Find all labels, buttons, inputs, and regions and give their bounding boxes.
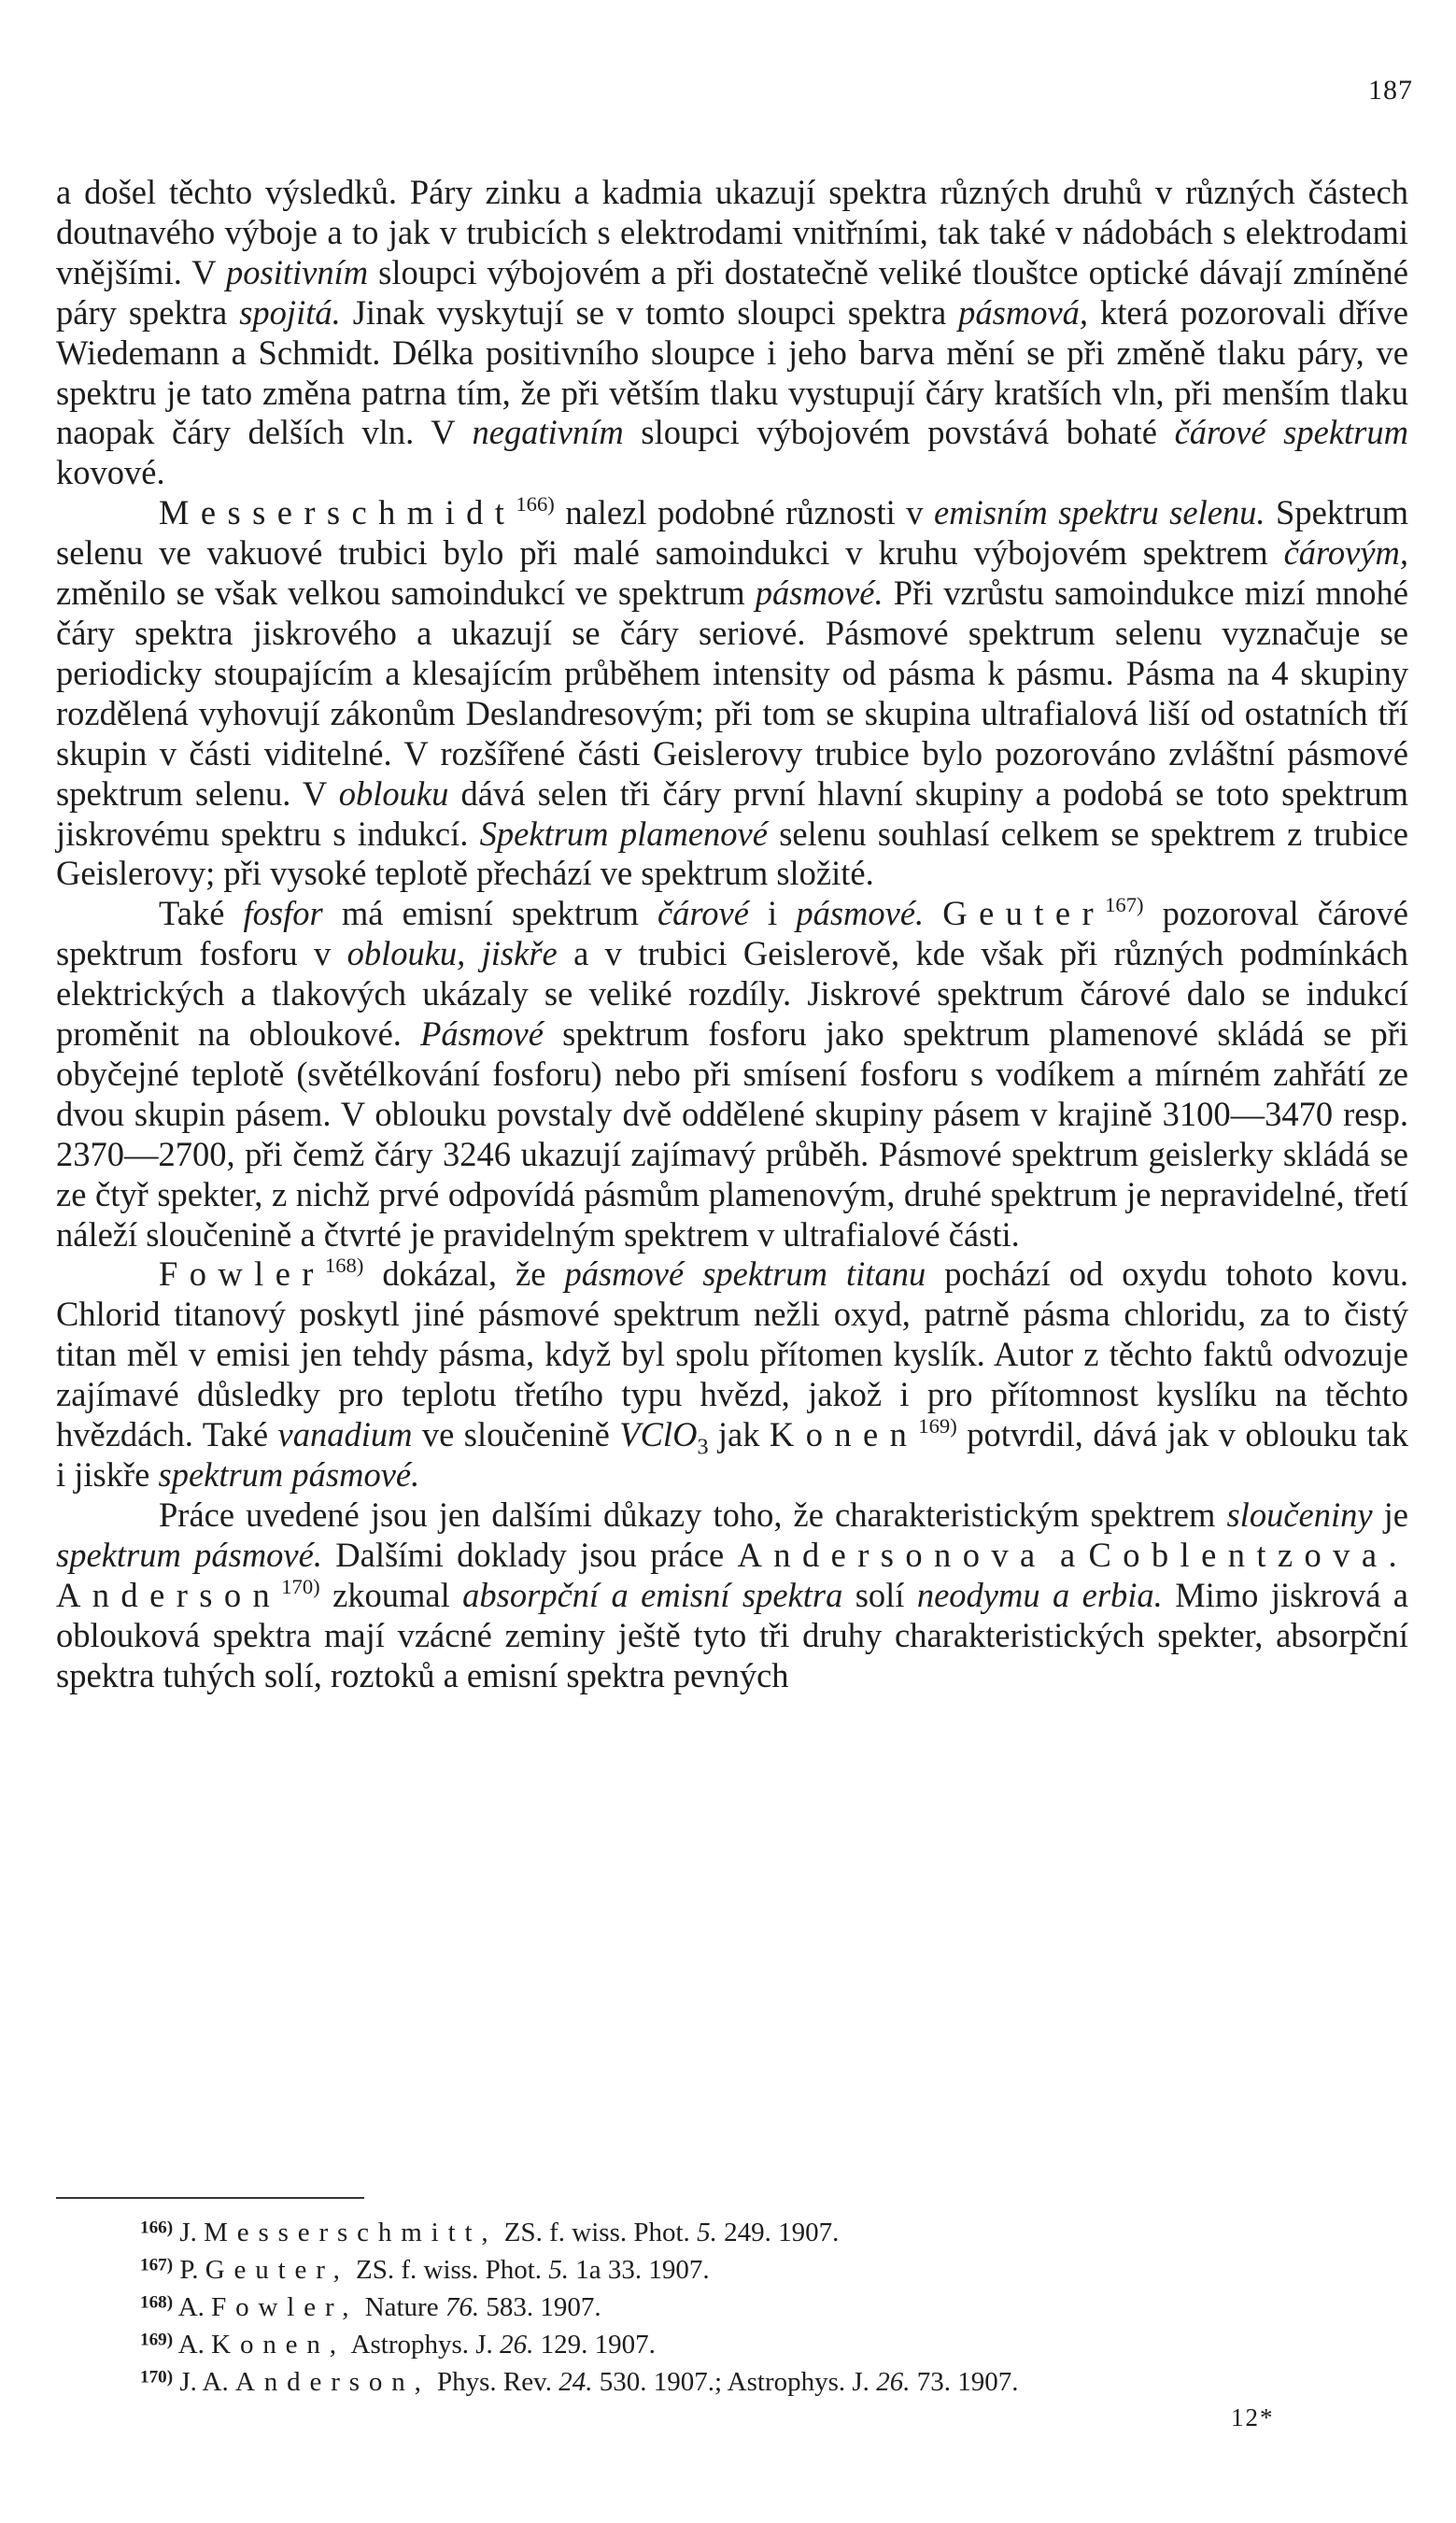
text-run: i xyxy=(748,894,797,933)
text-run: dává selen tři čáry první hlavní skupiny a podobá se toto spektrum jiskrovému spektru s indukcí. xyxy=(56,773,1408,853)
text-run: a v trubici Geislerově, kde však při různých podmínkách elektrických a tlakových ukázaly se veliké rozdíly. Jiskrové spektrum čárové dalo se indukcí proměnit na obloukové. xyxy=(56,934,1409,1054)
text-run: pozoroval čárové spektrum fosforu v xyxy=(56,894,1408,973)
text-run: jak xyxy=(708,1415,770,1454)
text-run: P. xyxy=(173,2255,205,2285)
text-run: ZS. f. wiss. Phot. xyxy=(497,2218,698,2247)
text-run: ZS. f. wiss. Phot. xyxy=(348,2255,549,2285)
text-run: ve sloučenině xyxy=(412,1415,620,1454)
text-run: sloupci výbojovém povstává bohaté xyxy=(623,413,1175,452)
paragraph xyxy=(56,173,1408,493)
footnote xyxy=(140,2326,1410,2363)
text-run: zkoumal xyxy=(319,1575,463,1614)
footnote xyxy=(140,2214,1410,2251)
italic-text: 26. xyxy=(876,2367,911,2397)
italic-text: pásmová, xyxy=(958,292,1089,332)
main-text xyxy=(56,173,1408,1695)
footnote-number: 167) xyxy=(140,2255,174,2275)
text-run: J. xyxy=(173,2218,205,2247)
spaced-name: Coblentzova. xyxy=(1088,1535,1408,1574)
italic-text: Spektrum plamenové xyxy=(479,814,768,853)
text-run: Dalšími doklady jsou práce xyxy=(321,1535,738,1574)
spaced-name: Geuter xyxy=(942,894,1106,933)
signature-mark: 12* xyxy=(1231,2403,1275,2431)
spaced-name: Messerschmitt, xyxy=(204,2218,498,2247)
text-run: selenu souhlasí celkem se spektrem z trubice Geislerovy; při vysoké teplotě přechází ve spektrum složité. xyxy=(56,814,1408,893)
spaced-name: Messerschmidt xyxy=(159,493,516,532)
spaced-name: Geuter, xyxy=(205,2255,349,2285)
text-run: a došel těchto výsledků. Páry zinku a kadmia ukazují spektra různých druhů v různých částech doutnavého výboje a to jak v trubicích s elektrodami vnitřními, tak také v nádobách s elektrodami vnějšími. V xyxy=(56,173,1408,291)
text-run: je xyxy=(1372,1495,1408,1534)
text-run xyxy=(924,894,942,932)
paragraph xyxy=(56,894,1408,1254)
italic-text: spektrum pásmové. xyxy=(56,1535,322,1574)
paragraph xyxy=(56,493,1408,894)
text-run: má emisní spektrum xyxy=(322,894,657,933)
footnote xyxy=(140,2289,1410,2326)
italic-text: emisním spektru selenu. xyxy=(934,493,1265,532)
italic-text: absorpční a emisní spektra xyxy=(462,1575,843,1614)
spaced-name: Konen xyxy=(769,1415,919,1454)
spaced-name: Fowler xyxy=(159,1254,325,1294)
text-run: 1a 33. 1907. xyxy=(569,2255,710,2285)
footnote-number: 169) xyxy=(140,2330,174,2350)
italic-text: oblouku, jiskře xyxy=(346,934,558,973)
text-run: A. xyxy=(173,2330,212,2360)
text-run: Jinak vyskytují se v tomto sloupci spektra xyxy=(340,292,959,332)
spaced-name: Andersonova xyxy=(737,1535,1047,1574)
text-run: 249. 1907. xyxy=(716,2218,840,2247)
paragraph xyxy=(56,1254,1408,1495)
paragraph xyxy=(56,1495,1408,1696)
footnote-ref: 167) xyxy=(1105,893,1144,917)
text-run: 129. 1907. xyxy=(533,2330,656,2360)
italic-text: fosfor xyxy=(243,894,323,933)
spaced-name: Fowler, xyxy=(211,2292,359,2322)
italic-text: 5. xyxy=(548,2255,570,2285)
spaced-name: Konen, xyxy=(211,2330,346,2360)
footnote-number: 166) xyxy=(140,2218,174,2238)
italic-text: neodymu a erbia. xyxy=(916,1575,1163,1614)
text-run: Mimo jiskrová a oblouková spektra mají vzácné zeminy ještě tyto tři druhy charakteristických spekter, absorpční spektra tuhých solí, roztoků a emisní spektra pevných xyxy=(56,1575,1409,1694)
footnote-divider xyxy=(56,2197,364,2199)
text-run: 530. 1907.; Astrophys. J. xyxy=(592,2367,877,2397)
italic-text: spektrum pásmové. xyxy=(158,1455,420,1494)
text-run: pochází od oxydu tohoto kovu. Chlorid titanový poskytl jiné pásmové spektrum nežli oxyd, patrně pásma chloridu, za to čistý titan měl v emisi jen tehdy pásma, když byl spolu přítomen kyslík. Autor z těchto faktů odvozuje zajímavé důsledky pro teplotu třetího typu hvězd, jakož i pro přítomnost kyslíku na těchto hvězdách. Také xyxy=(56,1254,1408,1454)
text-run: Spektrum selenu ve vakuové trubici bylo při malé samoindukci v kruhu výbojovém spektrem xyxy=(56,493,1408,573)
italic-text: čárové xyxy=(657,894,749,933)
text-run: Také xyxy=(159,894,244,933)
text-run: potvrdil, dává jak v oblouku tak i jiskře xyxy=(56,1415,1408,1494)
italic-text: oblouku xyxy=(338,773,449,813)
footnote-number: 168) xyxy=(140,2292,174,2313)
subscript: 3 xyxy=(697,1435,709,1460)
footnote-ref: 168) xyxy=(324,1254,364,1278)
text-run: J. A. xyxy=(173,2367,235,2397)
italic-text: čárovým, xyxy=(1283,533,1408,573)
text-run: Nature xyxy=(358,2292,445,2322)
italic-text: 76. xyxy=(445,2292,480,2322)
text-run: která pozorovali dříve Wiedemann a Schmidt. Délka positivního sloupce i jeho barva mění se při změně tlaku páry, ve spektru je tato změna patrna tím, že při větším tlaku vystupují čáry kratších vln, při menším tlaku naopak čáry delších vln. V xyxy=(56,292,1408,452)
footnote-number: 170) xyxy=(140,2367,174,2388)
footnotes xyxy=(140,2214,1410,2401)
italic-text: pásmové spektrum titanu xyxy=(564,1254,926,1294)
footnote-ref: 166) xyxy=(516,492,555,517)
text-run: solí xyxy=(842,1575,917,1614)
text-run: Při vzrůstu samoindukce mizí mnohé čáry spektra jiskrového a ukazují se čáry seriové. Pásmové spektrum selenu vyznačuje se periodicky stoupajícím a klesajícím průběhem intensity od pásma k pásmu. Pásma na 4 skupiny rozdělená vyhovují zákonům Deslandresovým; při tom se skupina ultrafialová liší od ostatních tří skupin v části viditelné. V rozšířené části Geislerovy trubice bylo pozorováno zvláštní pásmové spektrum selenu. V xyxy=(56,574,1408,813)
footnote xyxy=(140,2363,1410,2401)
italic-text: 24. xyxy=(558,2367,593,2397)
text-run: A. xyxy=(173,2292,212,2322)
text-run: dokázal, že xyxy=(363,1254,565,1294)
italic-text: čárové spektrum xyxy=(1174,413,1408,452)
text-run: nalezl podobné různosti v xyxy=(554,493,935,532)
text-run: spektrum fosforu jako spektrum plamenové skládá se při obyčejné teplotě (světélkování fosforu) nebo při smísení fosforu s vodíkem a mírném zahřátí ze dvou skupin pásem. V oblouku povstaly dvě oddělené skupiny pásem v krajině 3100—3470 resp. 2370—2700, při čemž čáry 3246 ukazují zajímavý průběh. Pásmové spektrum geislerky skládá se ze čtyř spekter, z nichž prvé odpovídá pásmům plamenovým, druhé spektrum je nepravidelné, třetí náleží sloučenině a čtvrté je pravidelným spektrem v ultrafialové části. xyxy=(56,1014,1408,1254)
text-run: 583. 1907. xyxy=(479,2292,601,2322)
italic-text: pásmové. xyxy=(796,894,925,933)
italic-text: sloučeniny xyxy=(1226,1495,1373,1534)
text-run: 73. 1907. xyxy=(910,2367,1019,2397)
footnote xyxy=(140,2251,1410,2289)
italic-text: pásmové. xyxy=(755,574,883,613)
text-run: Práce uvedené jsou jen dalšími důkazy toho, že charakteristickým spektrem xyxy=(159,1495,1227,1534)
italic-text: positivním xyxy=(226,252,369,291)
italic-text: 26. xyxy=(500,2330,534,2360)
text-run: a xyxy=(1046,1535,1089,1574)
footnote-ref: 170) xyxy=(281,1574,320,1598)
text-run: kovové. xyxy=(56,453,165,492)
spaced-name: Anderson xyxy=(56,1575,282,1614)
italic-text: vanadium xyxy=(277,1415,413,1454)
text-run: změnilo se však velkou samoindukcí ve spektrum xyxy=(56,574,756,613)
italic-text: 5. xyxy=(697,2218,717,2247)
footnote-ref: 169) xyxy=(918,1414,957,1439)
italic-text: Pásmové xyxy=(420,1014,544,1054)
italic-text: spojitá. xyxy=(239,292,341,332)
text-run: sloupci výbojovém a při dostatečně veliké tlouštce optické dávají zmíněné páry spektra xyxy=(56,252,1408,332)
page-number: 187 xyxy=(1368,75,1413,106)
text-run: Astrophys. J. xyxy=(345,2330,501,2360)
spaced-name: Anderson, xyxy=(234,2367,431,2397)
italic-text: negativním xyxy=(472,413,624,452)
text-run: Phys. Rev. xyxy=(430,2367,559,2397)
italic-text: VClO xyxy=(619,1415,698,1454)
